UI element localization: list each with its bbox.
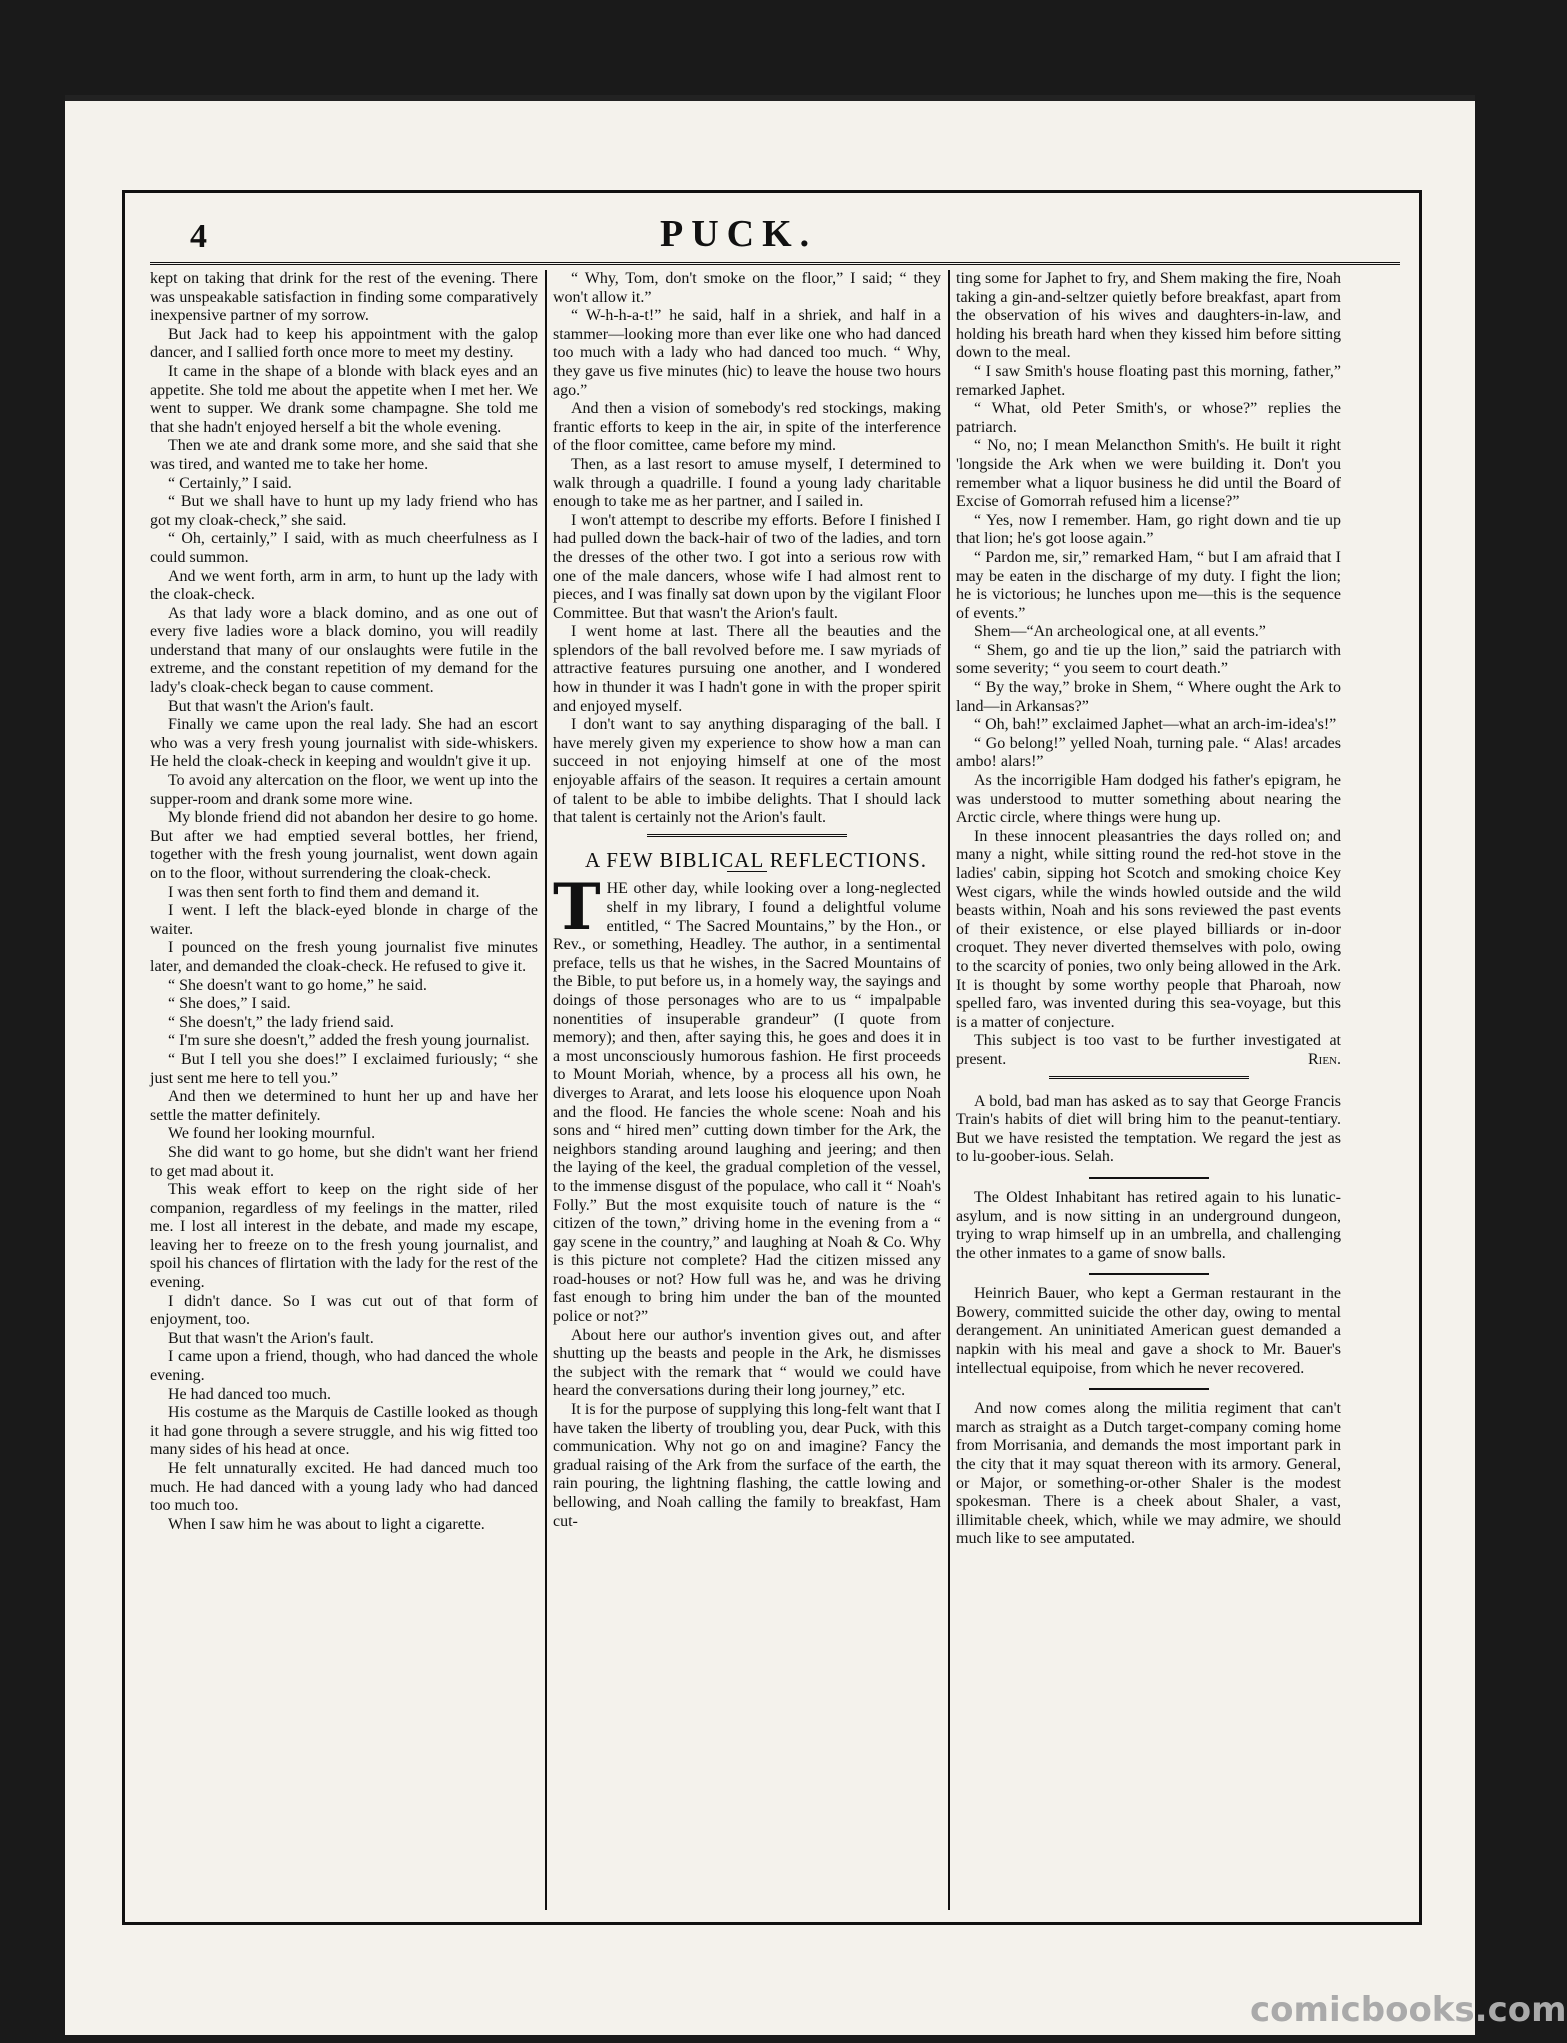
paragraph: “ Oh, bah!” exclaimed Japhet—what an arch-im-idea's!” <box>974 716 1337 734</box>
article-heading: A FEW BIBLICAL REFLECTIONS. <box>584 847 927 872</box>
paragraph: “ No, no; I mean Melancthon Smith's. He built it right 'longside the Ark when we were building it. Don't you remember what a liquor business he did until the Board of Excise of Gomorrah refused him a license?” <box>956 437 1341 511</box>
paragraph: “ But I tell you she does!” I exclaimed furiously; “ she just sent me here to tell you.” <box>150 1050 538 1087</box>
paragraph: “ Shem, go and tie up the lion,” said the patriarch with some severity; “ you seem to court death.” <box>956 641 1341 678</box>
paragraph: I didn't dance. So I was cut out of that form of enjoyment, too. <box>150 1292 538 1329</box>
paragraph: “ She doesn't want to go home,” he said. <box>168 976 427 994</box>
paragraph: Heinrich Bauer, who kept a German restaurant in the Bowery, committed suicide the other day, owing to mental derangement. An uninitiated American guest demanded a napkin with his meal and gave a shock to Mr. Bauer's intellectual equipoise, from which he never recovered. <box>956 1285 1341 1377</box>
paragraph: “ Go belong!” yelled Noah, turning pale. “ Alas! arcades ambo! alars!” <box>956 734 1341 771</box>
paragraph: But Jack had to keep his appointment with the galop dancer, and I sallied forth once more to meet my destiny. <box>150 325 538 362</box>
paragraph: We found her looking mournful. <box>168 1125 376 1143</box>
paragraph-text: HE other day, while looking over a long-neglected shelf in my library, I found a delightful volume entitled, “ The Sacred Mountains,” by the Hon., or Rev., or something, Headley. The author, in a sentimental preface, tells us that he wishes, in the Sacred Mountains of the Bible, to put before us, in a homely way, the sayings and doings of those personages who are to us “ impalpable nonentities of insuperable grandeur” (I quote from memory); and then, after saying this, he goes and does it in a most unconsciously humorous fashion. He first proceeds to Mount Moriah, whence, by a process all his own, he diverges to Ararat, and lets loose his eloquence upon Noah and the flood. He fancies the whole scene: Noah and his sons and “ hired men” cutting down timber for the Ark, the neighbors standing around laughing and jeering; and then the laying of the keel, the gradual completion of the vessel, to the immense disgust of the populace, who call it “ Noah's Folly.” But the most exquisite touch of nature is the “ citizen of the town,” driving home in the evening from a “ gay scene in the country,” and laughing at Noah & Co. Why is this picture not complete? Had the citizen missed any road-houses or not? How full was he, and was he driving fast enough to bring him under the ban of the mounted police or not?” <box>553 880 941 1326</box>
paragraph: “ What, old Peter Smith's, or whose?” replies the patriarch. <box>956 400 1341 436</box>
paragraph: His costume as the Marquis de Castille looked as though it had gone through a severe struggle, and his wig fitted too many sides of his head at once. <box>150 1404 538 1459</box>
paragraph: “ Oh, certainly,” I said, with as much cheerfulness as I could summon. <box>150 530 538 566</box>
column-1 <box>150 270 538 1910</box>
paragraph: It came in the shape of a blonde with black eyes and an appetite. She told me about the appetite when I met her. We went to supper. We drank some champagne. She told me that she hadn't enjoyed herself a bit the whole evening. <box>150 362 538 436</box>
paragraph: Then, as a last resort to amuse myself, I determined to walk through a quadrille. I found a young lady charitable enough to take me as her partner, and I sailed in. <box>553 455 941 511</box>
paragraph: Finally we came upon the real lady. She had an escort who was a very fresh young journalist with side-whiskers. He held the cloak-check in keeping and wouldn't give it up. <box>150 716 538 771</box>
paragraph: When I saw him he was about to light a cigarette. <box>168 1515 485 1533</box>
paragraph: This weak effort to keep on the right side of her companion, regardless of my feelings in the matter, riled me. I lost all interest in the debate, and made my escape, leaving her to freeze on to the fresh young journalist, and spoil his chances of flirtation with the lady for the rest of the evening. <box>150 1181 538 1292</box>
item-rule <box>1089 1177 1209 1179</box>
paragraph: In these innocent pleasantries the days rolled on; and many a night, while sitting round the red-hot stove in the ladies' cabin, sipping hot Scotch and smoking choice Key West cigars, while the winds howled outside and the wild beasts within, Noah and his sons reviewed the past events of their existence, or else played billiards or in-door croquet. They never diverted themselves with polo, owing to the scarcity of ponies, two only being allowed in the Ark. It is thought by some worthy people that Pharoah, now spelled faro, was invented during this sea-voyage, but this is a matter of conjecture. <box>956 827 1341 1031</box>
paragraph: “ I saw Smith's house floating past this morning, father,” remarked Japhet. <box>956 362 1341 399</box>
paragraph <box>553 870 941 1326</box>
paragraph: “ I'm sure she doesn't,” added the fresh young journalist. <box>168 1032 530 1050</box>
section-rule <box>1049 1076 1249 1079</box>
page-number: 4 <box>190 218 207 255</box>
paragraph: And then a vision of somebody's red stockings, making frantic efforts to keep in the air, in spite of the interference of the floor comittee, came before my mind. <box>553 400 941 455</box>
paragraph: And now comes along the militia regiment that can't march as straight as a Dutch target-company coming home from Morrisania, and demands the most important park in the city that it may squat thereon with its armory. General, or Major, or something-or-other Shaler is the modest spokesman. There is a cheek about Shaler, a vast, illimitable cheek, which, while we may admire, we should much like to see amputated. <box>956 1400 1341 1548</box>
paragraph: kept on taking that drink for the rest of the evening. There was unspeakable satisfaction in finding some comparatively inexpensive partner of my sorrow. <box>150 270 538 325</box>
column-divider <box>545 270 547 1910</box>
paragraph: Then we ate and drank some more, and she said that she was tired, and wanted me to take her home. <box>150 437 538 473</box>
paragraph: As that lady wore a black domino, and as one out of every five ladies wore a black domino, you will readily understand that many of our onslaughts were futile in the extreme, and the constant repetition of my demand for the lady's cloak-check began to cause comment. <box>150 604 538 697</box>
item-rule <box>1089 1273 1209 1275</box>
paragraph: I don't want to say anything disparaging of the ball. I have merely given my experience to show how a man can succeed in not enjoying himself at one of the most enjoyable affairs of the season. It requires a certain amount of talent to be able to imbibe delights. That I should lack that talent is certainly not the Arion's fault. <box>553 716 941 827</box>
column-2 <box>553 270 941 1910</box>
paragraph: To avoid any altercation on the floor, we went up into the supper-room and drank some more wine. <box>150 772 538 808</box>
paragraph-text: This subject is too vast to be further investigated at present. <box>956 1032 1341 1068</box>
paragraph: “ Certainly,” I said. <box>168 474 292 492</box>
paragraph: ting some for Japhet to fry, and Shem making the fire, Noah taking a gin-and-seltzer quietly before breakfast, apart from the observation of his wives and daughters-in-law, and holding his breath hard when they kissed him before sitting down to the meal. <box>956 270 1341 362</box>
paragraph: And we went forth, arm in arm, to hunt up the lady with the cloak-check. <box>150 567 538 604</box>
watermark: comicbooks.com <box>1250 1990 1567 2030</box>
paragraph: I went home at last. There all the beauties and the splendors of the ball revolved before me. I saw myriads of attractive features pursuing one another, and I wondered how in thunder it was I hadn't gone in with the proper spirit and enjoyed myself. <box>553 623 941 715</box>
paragraph: Shem—“An archeological one, at all events.” <box>974 623 1266 641</box>
paragraph: But that wasn't the Arion's fault. <box>168 697 374 715</box>
paragraph: She did want to go home, but she didn't want her friend to get mad about it. <box>150 1143 538 1180</box>
signature: Rien. <box>1308 1050 1341 1068</box>
paragraph: My blonde friend did not abandon her desire to go home. But after we had emptied several bottles, her friend, together with the fresh young journalist, went down again on to the floor, without surrendering the cloak-check. <box>150 809 538 882</box>
paragraph: I pounced on the fresh young journalist five minutes later, and demanded the cloak-check. He refused to give it. <box>150 939 538 975</box>
paragraph: “ W-h-h-a-t!” he said, half in a shriek, and half in a stammer—looking more than ever like one who had danced too much with a lady who had danced too much. “ Why, they gave us five minutes (hic) to leave the house two hours ago.” <box>553 307 941 399</box>
paragraph: About here our author's invention gives out, and after shutting up the beasts and people in the Ark, he dismisses the subject with the remark that “ would we could have heard the conversations during their long journey,” etc. <box>553 1326 941 1400</box>
paragraph: I won't attempt to describe my efforts. Before I finished I had pulled down the back-hair of two of the ladies, and torn the dresses of the other two. I got into a serious row with one of the male dancers, whose wife I had almost rent to pieces, and I was finally sat down upon by the vigilant Floor Committee. But that wasn't the Arion's fault. <box>553 511 941 622</box>
column-divider <box>948 270 950 1910</box>
paragraph: “ She does,” I said. <box>168 995 291 1013</box>
paragraph: But that wasn't the Arion's fault. <box>168 1329 374 1347</box>
paragraph: “ But we shall have to hunt up my lady friend who has got my cloak-check,” she said. <box>150 493 538 529</box>
paragraph <box>956 1032 1341 1069</box>
paragraph: I went. I left the black-eyed blonde in charge of the waiter. <box>150 902 538 938</box>
paragraph: And then we determined to hunt her up and have her settle the matter definitely. <box>150 1088 538 1124</box>
paragraph: As the incorrigible Ham dodged his father's epigram, he was understood to mutter something about nearing the Arctic circle, where things were hung up. <box>956 772 1341 827</box>
header-rule <box>150 262 1400 265</box>
item-rule <box>1089 1388 1209 1390</box>
paragraph: “ Yes, now I remember. Ham, go right down and tie up that lion; he's got loose again.” <box>956 511 1341 548</box>
paragraph: The Oldest Inhabitant has retired again to his lunatic-asylum, and is now sitting in an underground dungeon, trying to wrap himself up in an umbrella, and challenging the other inmates to a game of snow balls. <box>956 1188 1341 1262</box>
paragraph: “ Pardon me, sir,” remarked Ham, “ but I am afraid that I may be eaten in the discharge of my duty. I fight the lion; he is victorious; he lunches upon me—this is the sequence of events.” <box>956 548 1341 622</box>
paragraph: He had danced too much. <box>168 1385 332 1403</box>
paragraph: I came upon a friend, though, who had danced the whole evening. <box>150 1348 538 1385</box>
column-3 <box>956 270 1341 1910</box>
paragraph: “ Why, Tom, don't smoke on the floor,” I said; “ they won't allow it.” <box>553 270 941 306</box>
section-rule <box>647 834 847 837</box>
paragraph: He felt unnaturally excited. He had danced much too much. He had danced with a young lady who had danced too much too. <box>150 1460 538 1515</box>
masthead-title: PUCK. <box>660 213 818 255</box>
drop-cap: T <box>553 870 601 946</box>
paragraph: A bold, bad man has asked as to say that George Francis Train's habits of diet will bring him to the peanut-tentiary. But we have resisted the temptation. We regard the jest as to lu-goober-ious. Selah. <box>956 1092 1341 1166</box>
paragraph: I was then sent forth to find them and demand it. <box>168 883 480 901</box>
paragraph: It is for the purpose of supplying this long-felt want that I have taken the liberty of troubling you, dear Puck, with this communication. Why not go on and imagine? Fancy the gradual raising of the Ark from the surface of the earth, the rain pouring, the lightning flashing, the cattle lowing and bellowing, and Noah calling the family to breakfast, Ham cut- <box>553 1401 941 1530</box>
paragraph: “ By the way,” broke in Shem, “ Where ought the Ark to land—in Arkansas?” <box>956 679 1341 715</box>
paragraph: “ She doesn't,” the lady friend said. <box>168 1013 394 1031</box>
